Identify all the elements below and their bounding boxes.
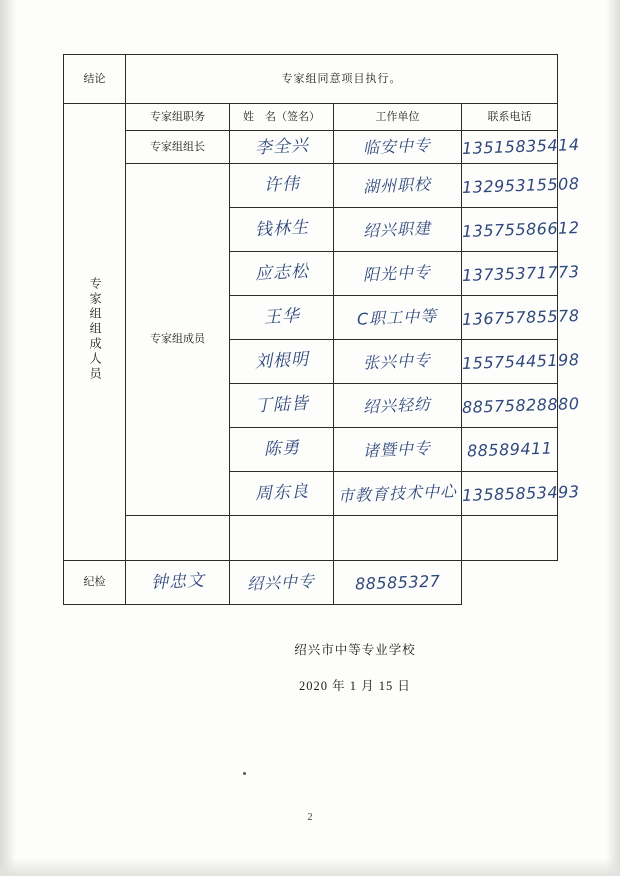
scan-shadow-right bbox=[606, 0, 620, 876]
table-row-blank bbox=[64, 516, 558, 561]
footer-organization: 绍兴市中等专业学校 bbox=[294, 643, 416, 657]
name-cell bbox=[230, 164, 334, 208]
phone-cell bbox=[462, 428, 558, 472]
signature-phone: 13515835414 bbox=[461, 135, 580, 159]
unit-cell bbox=[334, 472, 462, 516]
name-cell bbox=[230, 428, 334, 472]
column-header-name: 姓 名（签名） bbox=[230, 104, 334, 131]
signature-name: 钱林生 bbox=[253, 217, 309, 241]
signature-name: 应志松 bbox=[253, 261, 309, 285]
unit-cell bbox=[334, 340, 462, 384]
table-row-conclusion bbox=[64, 55, 558, 104]
footer-date: 2020 年 1 月 15 日 bbox=[299, 679, 411, 693]
phone-cell bbox=[461, 131, 580, 164]
unit-cell bbox=[334, 252, 462, 296]
phone-cell bbox=[461, 384, 580, 428]
phone-cell bbox=[461, 296, 580, 340]
column-header-role: 专家组职务 bbox=[126, 104, 230, 131]
name-cell bbox=[230, 208, 334, 252]
unit-cell-blank bbox=[334, 516, 462, 561]
signature-phone: 88585327 bbox=[354, 571, 441, 594]
signature-phone: 88575828880 bbox=[461, 393, 580, 417]
table-header-row bbox=[64, 104, 558, 131]
signature-name: 钟忠文 bbox=[149, 570, 205, 594]
phone-cell bbox=[461, 252, 580, 296]
signature-name: 李全兴 bbox=[253, 135, 309, 158]
conclusion-label: 结论 bbox=[64, 55, 126, 104]
members-vertical-label bbox=[64, 104, 126, 561]
scan-shadow-bottom bbox=[0, 858, 620, 876]
name-cell bbox=[230, 252, 334, 296]
name-cell bbox=[230, 384, 334, 428]
unit-cell bbox=[334, 164, 462, 208]
signature-phone: 13735371773 bbox=[461, 261, 580, 285]
signature-name: 刘根明 bbox=[253, 349, 309, 373]
name-cell bbox=[126, 561, 230, 605]
unit-cell bbox=[334, 208, 462, 252]
phone-cell bbox=[461, 164, 580, 208]
expert-panel-table bbox=[63, 54, 580, 605]
table-row bbox=[64, 131, 558, 164]
column-header-unit: 工作单位 bbox=[334, 104, 462, 131]
role-cell-discipline: 纪检 bbox=[64, 561, 126, 605]
signature-phone: 13295315508 bbox=[461, 173, 580, 197]
members-label-text: 专家组组成人员 bbox=[88, 277, 103, 383]
unit-cell bbox=[334, 428, 462, 472]
table-row bbox=[64, 561, 558, 605]
name-cell bbox=[230, 296, 334, 340]
name-cell bbox=[230, 340, 334, 384]
signature-unit: 湖州职校 bbox=[363, 174, 432, 197]
role-cell-member: 专家组成员 bbox=[126, 164, 230, 516]
signature-phone: 13585853493 bbox=[461, 481, 580, 505]
signature-unit: 绍兴职建 bbox=[363, 218, 432, 241]
unit-cell bbox=[334, 384, 462, 428]
signature-unit: 诸暨中专 bbox=[363, 438, 432, 461]
signature-unit: 绍兴轻纺 bbox=[363, 394, 432, 417]
signature-name: 丁陆皆 bbox=[253, 393, 309, 417]
signature-unit: 绍兴中专 bbox=[247, 571, 316, 594]
table-row bbox=[64, 164, 558, 208]
signature-name: 王华 bbox=[262, 306, 300, 328]
scan-artifact-dot bbox=[243, 772, 246, 775]
signature-phone: 13675785578 bbox=[461, 305, 580, 329]
column-header-phone: 联系电话 bbox=[462, 104, 558, 131]
signature-unit: C职工中等 bbox=[357, 305, 438, 329]
phone-cell-blank bbox=[462, 516, 558, 561]
role-cell: 专家组组长 bbox=[126, 131, 230, 164]
name-cell bbox=[230, 131, 334, 164]
unit-cell bbox=[230, 561, 334, 605]
page-number: 2 bbox=[307, 812, 313, 823]
signature-unit: 阳光中专 bbox=[363, 262, 432, 285]
signature-phone: 15575445198 bbox=[461, 349, 580, 373]
phone-cell bbox=[461, 472, 580, 516]
phone-cell bbox=[334, 561, 462, 605]
scan-shadow-left bbox=[0, 0, 16, 876]
role-cell-blank bbox=[126, 516, 230, 561]
phone-cell bbox=[461, 208, 580, 252]
signature-name: 陈勇 bbox=[262, 438, 300, 460]
unit-cell bbox=[334, 296, 462, 340]
conclusion-text: 专家组同意项目执行。 bbox=[126, 55, 558, 104]
signature-unit: 市教育技术中心 bbox=[337, 481, 458, 506]
signature-name: 周东良 bbox=[253, 481, 309, 505]
signature-unit: 张兴中专 bbox=[363, 350, 432, 373]
signature-unit: 临安中专 bbox=[363, 135, 432, 158]
phone-cell bbox=[461, 340, 580, 384]
unit-cell bbox=[334, 131, 462, 164]
signature-phone: 13575586612 bbox=[461, 217, 580, 241]
signature-name: 许伟 bbox=[262, 174, 300, 196]
signature-phone: 88589411 bbox=[466, 438, 553, 461]
name-cell-blank bbox=[230, 516, 334, 561]
name-cell bbox=[230, 472, 334, 516]
